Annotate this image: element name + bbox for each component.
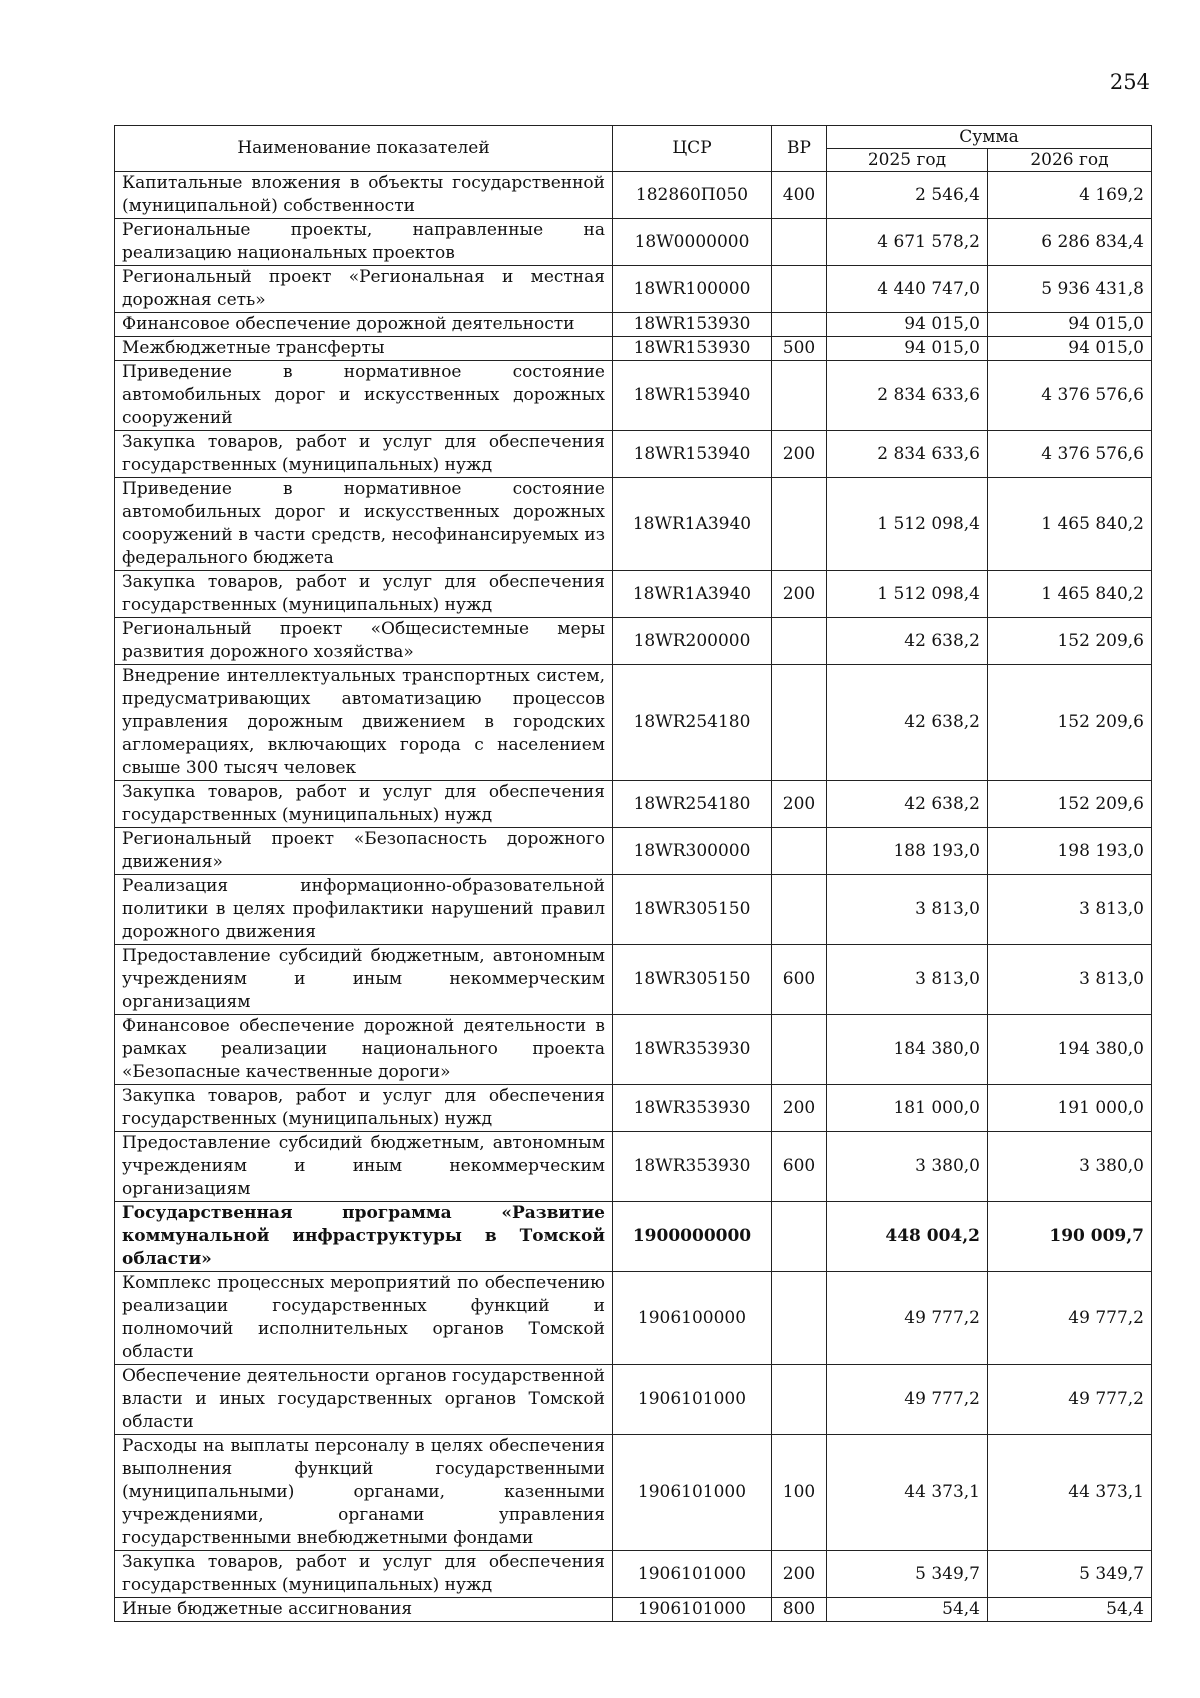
table-row [115,1085,1152,1132]
cell-vr [772,313,827,337]
table-row [115,1598,1152,1622]
page-number: 254 [1109,70,1150,94]
cell-y2025: 94 015,0 [827,313,988,337]
cell-csr: 18WR1A3940 [613,478,772,571]
cell-name: Реализация информационно-образовательной политики в целях профилактики нарушений правил дорожного движения [115,875,613,945]
cell-name: Обеспечение деятельности органов государственной власти и иных государственных органов Томской области [115,1365,613,1435]
cell-vr: 200 [772,571,827,618]
cell-name: Финансовое обеспечение дорожной деятельности [115,313,613,337]
cell-csr: 18WR353930 [613,1015,772,1085]
cell-y2026: 191 000,0 [988,1085,1152,1132]
cell-csr: 182860П050 [613,172,772,219]
cell-csr: 18WR1A3940 [613,571,772,618]
cell-y2025: 1 512 098,4 [827,571,988,618]
cell-vr: 200 [772,431,827,478]
cell-y2026: 152 209,6 [988,665,1152,781]
table-row [115,828,1152,875]
cell-y2026: 152 209,6 [988,618,1152,665]
table-row [115,781,1152,828]
cell-csr: 18WR305150 [613,875,772,945]
cell-csr: 18WR200000 [613,618,772,665]
table-row [115,1272,1152,1365]
cell-y2026: 49 777,2 [988,1365,1152,1435]
cell-name: Региональные проекты, направленные на реализацию национальных проектов [115,219,613,266]
table-row [115,313,1152,337]
cell-csr: 1906101000 [613,1365,772,1435]
cell-vr [772,478,827,571]
cell-name: Комплекс процессных мероприятий по обеспечению реализации государственных функций и полномочий исполнительных органов Томской области [115,1272,613,1365]
cell-name: Закупка товаров, работ и услуг для обеспечения государственных (муниципальных) нужд [115,1085,613,1132]
cell-vr [772,1272,827,1365]
cell-vr: 200 [772,781,827,828]
cell-vr [772,828,827,875]
cell-csr: 18WR300000 [613,828,772,875]
cell-csr: 18WR305150 [613,945,772,1015]
table-row [115,361,1152,431]
table-row [115,571,1152,618]
cell-csr: 18WR153940 [613,431,772,478]
cell-y2025: 44 373,1 [827,1435,988,1551]
cell-y2026: 94 015,0 [988,337,1152,361]
table-row [115,1551,1152,1598]
cell-y2026: 1 465 840,2 [988,478,1152,571]
cell-vr: 200 [772,1551,827,1598]
cell-name: Капитальные вложения в объекты государственной (муниципальной) собственности [115,172,613,219]
cell-name: Закупка товаров, работ и услуг для обеспечения государственных (муниципальных) нужд [115,781,613,828]
cell-y2025: 3 813,0 [827,875,988,945]
cell-y2025: 2 834 633,6 [827,431,988,478]
cell-y2025: 4 671 578,2 [827,219,988,266]
cell-name: Расходы на выплаты персоналу в целях обеспечения выполнения функций государственными (муниципальными) органами, казенными учреждениями, органами управления государственными внебюджетными фондами [115,1435,613,1551]
header-sum: Сумма [827,126,1152,149]
cell-name: Межбюджетные трансферты [115,337,613,361]
cell-vr: 200 [772,1085,827,1132]
cell-y2026: 5 349,7 [988,1551,1152,1598]
cell-vr [772,361,827,431]
cell-y2025: 2 834 633,6 [827,361,988,431]
cell-y2026: 4 169,2 [988,172,1152,219]
cell-name: Иные бюджетные ассигнования [115,1598,613,1622]
cell-vr [772,875,827,945]
cell-y2025: 188 193,0 [827,828,988,875]
cell-y2025: 184 380,0 [827,1015,988,1085]
table-row [115,337,1152,361]
cell-name: Закупка товаров, работ и услуг для обеспечения государственных (муниципальных) нужд [115,571,613,618]
cell-name: Государственная программа «Развитие коммунальной инфраструктуры в Томской области» [115,1202,613,1272]
cell-y2026: 3 813,0 [988,875,1152,945]
table-row [115,266,1152,313]
header-year-2026: 2026 год [988,149,1152,172]
cell-csr: 1900000000 [613,1202,772,1272]
cell-csr: 1906101000 [613,1598,772,1622]
cell-vr: 100 [772,1435,827,1551]
cell-name: Закупка товаров, работ и услуг для обеспечения государственных (муниципальных) нужд [115,1551,613,1598]
table-row [115,1015,1152,1085]
table-row [115,665,1152,781]
cell-name: Финансовое обеспечение дорожной деятельности в рамках реализации национального проекта «Безопасные качественные дороги» [115,1015,613,1085]
cell-y2026: 4 376 576,6 [988,361,1152,431]
table-header [115,126,1152,172]
table-row [115,1365,1152,1435]
cell-vr [772,1202,827,1272]
cell-csr: 18WR254180 [613,781,772,828]
cell-name: Предоставление субсидий бюджетным, автономным учреждениям и иным некоммерческим организациям [115,1132,613,1202]
cell-y2026: 194 380,0 [988,1015,1152,1085]
cell-vr: 600 [772,1132,827,1202]
cell-y2025: 94 015,0 [827,337,988,361]
cell-name: Региональный проект «Безопасность дорожного движения» [115,828,613,875]
header-vr: ВР [772,126,827,172]
cell-vr: 500 [772,337,827,361]
cell-y2025: 49 777,2 [827,1365,988,1435]
cell-y2025: 1 512 098,4 [827,478,988,571]
table-row [115,1202,1152,1272]
cell-y2026: 6 286 834,4 [988,219,1152,266]
cell-vr [772,665,827,781]
cell-y2025: 3 380,0 [827,1132,988,1202]
cell-y2025: 2 546,4 [827,172,988,219]
cell-y2025: 42 638,2 [827,665,988,781]
cell-name: Внедрение интеллектуальных транспортных систем, предусматривающих автоматизацию процессов управления дорожным движением в городских агломерациях, включающих города с населением свыше 300 тысяч человек [115,665,613,781]
cell-y2026: 3 813,0 [988,945,1152,1015]
cell-vr: 400 [772,172,827,219]
header-year-2025: 2025 год [827,149,988,172]
cell-csr: 18WR153930 [613,337,772,361]
cell-y2026: 190 009,7 [988,1202,1152,1272]
cell-name: Закупка товаров, работ и услуг для обеспечения государственных (муниципальных) нужд [115,431,613,478]
table-row [115,478,1152,571]
cell-y2026: 4 376 576,6 [988,431,1152,478]
cell-csr: 18WR153940 [613,361,772,431]
table-row [115,875,1152,945]
cell-name: Региональный проект «Региональная и местная дорожная сеть» [115,266,613,313]
cell-vr [772,266,827,313]
cell-name: Приведение в нормативное состояние автомобильных дорог и искусственных дорожных сооружений [115,361,613,431]
cell-vr [772,618,827,665]
cell-vr [772,219,827,266]
cell-y2026: 94 015,0 [988,313,1152,337]
cell-y2026: 1 465 840,2 [988,571,1152,618]
cell-y2026: 3 380,0 [988,1132,1152,1202]
cell-y2025: 42 638,2 [827,781,988,828]
cell-y2025: 5 349,7 [827,1551,988,1598]
cell-csr: 1906100000 [613,1272,772,1365]
cell-csr: 18WR353930 [613,1085,772,1132]
cell-csr: 18WR353930 [613,1132,772,1202]
cell-csr: 18WR254180 [613,665,772,781]
table-row [115,618,1152,665]
budget-table [114,125,1152,1622]
cell-y2026: 5 936 431,8 [988,266,1152,313]
table-row [115,945,1152,1015]
table-row [115,172,1152,219]
table-row [115,1435,1152,1551]
cell-csr: 18W0000000 [613,219,772,266]
cell-csr: 1906101000 [613,1551,772,1598]
cell-y2026: 152 209,6 [988,781,1152,828]
table-row [115,431,1152,478]
cell-y2025: 49 777,2 [827,1272,988,1365]
cell-y2025: 181 000,0 [827,1085,988,1132]
cell-csr: 18WR153930 [613,313,772,337]
header-csr: ЦСР [613,126,772,172]
cell-y2025: 448 004,2 [827,1202,988,1272]
cell-y2026: 44 373,1 [988,1435,1152,1551]
table-row [115,1132,1152,1202]
cell-name: Приведение в нормативное состояние автомобильных дорог и искусственных дорожных сооружений в части средств, несофинансируемых из федерального бюджета [115,478,613,571]
cell-name: Предоставление субсидий бюджетным, автономным учреждениям и иным некоммерческим организациям [115,945,613,1015]
cell-vr: 800 [772,1598,827,1622]
cell-csr: 18WR100000 [613,266,772,313]
cell-y2025: 3 813,0 [827,945,988,1015]
table-body [115,172,1152,1622]
cell-vr [772,1365,827,1435]
cell-csr: 1906101000 [613,1435,772,1551]
table-row [115,219,1152,266]
cell-vr [772,1015,827,1085]
cell-y2025: 4 440 747,0 [827,266,988,313]
cell-name: Региональный проект «Общесистемные меры развития дорожного хозяйства» [115,618,613,665]
cell-y2026: 54,4 [988,1598,1152,1622]
cell-y2026: 198 193,0 [988,828,1152,875]
cell-y2025: 42 638,2 [827,618,988,665]
header-name: Наименование показателей [115,126,613,172]
cell-vr: 600 [772,945,827,1015]
cell-y2025: 54,4 [827,1598,988,1622]
cell-y2026: 49 777,2 [988,1272,1152,1365]
